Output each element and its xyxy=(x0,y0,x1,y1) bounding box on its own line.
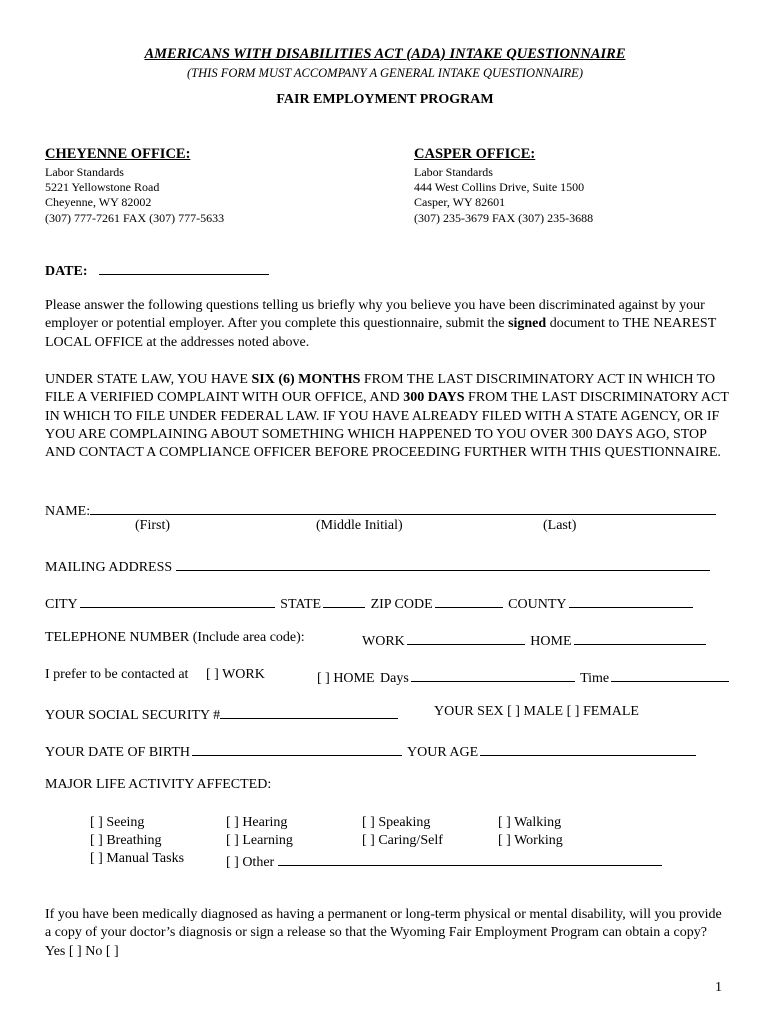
intro-paragraph: Please answer the following questions telling us briefly why you believe you have been discriminated against by your employer or potential employer. After you complete this questionnaire, submit the signed document to THE NEAREST LOCAL OFFICE at the addresses noted above. xyxy=(45,298,716,350)
prefer-work-checkbox[interactable]: [ ] WORK xyxy=(206,667,265,682)
dob-field[interactable] xyxy=(192,741,402,756)
form-title: AMERICANS WITH DISABILITIES ACT (ADA) INTAKE QUESTIONNAIRE xyxy=(144,46,626,62)
diagnosis-yes-checkbox[interactable]: Yes [ ] xyxy=(45,943,82,959)
days-field[interactable] xyxy=(411,667,575,682)
city-row xyxy=(45,593,695,613)
activity-working-checkbox[interactable]: [ ] Working xyxy=(498,833,563,848)
sex-label: YOUR SEX xyxy=(434,704,504,719)
name-first-hint: (First) xyxy=(135,518,170,533)
activity-caring-self-checkbox[interactable]: [ ] Caring/Self xyxy=(362,833,443,848)
state-label: STATE xyxy=(280,597,322,612)
prefer-home-checkbox[interactable]: [ ] HOME xyxy=(317,671,375,686)
male-checkbox[interactable]: [ ] MALE xyxy=(507,704,564,719)
name-last-hint: (Last) xyxy=(543,518,577,533)
mailing-field[interactable] xyxy=(176,556,710,571)
state-field[interactable] xyxy=(323,593,365,608)
casper-office-address: Labor Standards 444 West Collins Drive, Suite 1500 Casper, WY 82601 (307) 235-3679 FAX (307) 235-3688 xyxy=(414,165,594,225)
casper-office-heading: CASPER OFFICE: xyxy=(414,146,536,162)
name-label: NAME: xyxy=(45,504,91,519)
ssn-field[interactable] xyxy=(220,704,398,719)
cheyenne-office-heading: CHEYENNE OFFICE: xyxy=(45,146,191,162)
activity-label: MAJOR LIFE ACTIVITY AFFECTED: xyxy=(45,777,272,792)
mailing-row xyxy=(45,556,712,576)
cheyenne-office-address: Labor Standards 5221 Yellowstone Road Cheyenne, WY 82002 (307) 777-7261 FAX (307) 777-5633 xyxy=(45,165,225,225)
zip-field[interactable] xyxy=(435,593,503,608)
telephone-label: TELEPHONE NUMBER (Include area code): xyxy=(45,630,305,645)
name-row xyxy=(45,500,718,520)
date-row xyxy=(45,260,271,280)
time-label: Time xyxy=(580,671,610,686)
mailing-label: MAILING ADDRESS xyxy=(45,560,173,575)
home-phone-label: HOME xyxy=(530,634,572,649)
activity-other-row xyxy=(226,851,664,871)
age-label: YOUR AGE xyxy=(406,745,479,760)
telephone-row xyxy=(362,630,708,650)
age-field[interactable] xyxy=(480,741,696,756)
sex-row xyxy=(434,704,639,720)
form-subtitle: (THIS FORM MUST ACCOMPANY A GENERAL INTAKE QUESTIONNAIRE) xyxy=(187,66,583,80)
city-field[interactable] xyxy=(80,593,275,608)
female-checkbox[interactable]: [ ] FEMALE xyxy=(566,704,639,719)
time-field[interactable] xyxy=(611,667,729,682)
activity-other-field[interactable] xyxy=(278,851,662,866)
activity-hearing-checkbox[interactable]: [ ] Hearing xyxy=(226,815,288,830)
dob-label: YOUR DATE OF BIRTH xyxy=(45,745,190,760)
prefer-row xyxy=(317,667,731,687)
activity-walking-checkbox[interactable]: [ ] Walking xyxy=(498,815,562,830)
ssn-label: YOUR SOCIAL SECURITY # xyxy=(45,708,221,723)
date-label: DATE: xyxy=(45,264,88,279)
name-field[interactable] xyxy=(90,500,716,515)
diagnosis-question: If you have been medically diagnosed as having a permanent or long-term physical or mental disability, will you provide a copy of your doctor’s diagnosis or sign a release so that the Wyoming Fair Employment Program can obtain a copy? Yes [ ] No [ ] xyxy=(45,907,722,959)
date-field[interactable] xyxy=(99,260,269,275)
ssn-row xyxy=(45,704,400,724)
activity-other-checkbox[interactable]: [ ] Other xyxy=(226,855,275,870)
county-label: COUNTY xyxy=(508,597,567,612)
activity-breathing-checkbox[interactable]: [ ] Breathing xyxy=(90,833,162,848)
city-label: CITY xyxy=(45,597,78,612)
diagnosis-no-checkbox[interactable]: No [ ] xyxy=(85,943,119,959)
zip-label: ZIP CODE xyxy=(370,597,433,612)
days-label: Days xyxy=(380,671,409,686)
work-phone-label: WORK xyxy=(362,634,405,649)
home-phone-field[interactable] xyxy=(574,630,706,645)
name-middle-hint: (Middle Initial) xyxy=(316,518,403,533)
activity-learning-checkbox[interactable]: [ ] Learning xyxy=(226,833,293,848)
deadline-paragraph: UNDER STATE LAW, YOU HAVE SIX (6) MONTHS FROM THE LAST DISCRIMINATORY ACT IN WHICH TO FILE A VERIFIED COMPLAINT WITH OUR OFFICE, AND 300 DAYS FROM THE LAST DISCRIMINATORY ACT IN WHICH TO FILE UNDER FEDERAL LAW. IF YOU HAVE ALREADY FILED WITH A STATE AGENCY, OR IF YOU ARE COMPLAINING ABOUT SOMETHING WHICH HAPPENED TO YOU OVER 300 DAYS AGO, STOP AND CONTACT A COMPLIANCE OFFICER BEFORE PROCEEDING FURTHER WITH THIS QUESTIONNAIRE. xyxy=(45,372,729,461)
activity-seeing-checkbox[interactable]: [ ] Seeing xyxy=(90,815,145,830)
page-number: 1 xyxy=(715,980,722,995)
work-phone-field[interactable] xyxy=(407,630,525,645)
county-field[interactable] xyxy=(569,593,693,608)
dob-row xyxy=(45,741,698,761)
program-name: FAIR EMPLOYMENT PROGRAM xyxy=(276,92,494,107)
prefer-label: I prefer to be contacted at xyxy=(45,667,189,682)
activity-manual-tasks-checkbox[interactable]: [ ] Manual Tasks xyxy=(90,851,185,866)
activity-speaking-checkbox[interactable]: [ ] Speaking xyxy=(362,815,431,830)
